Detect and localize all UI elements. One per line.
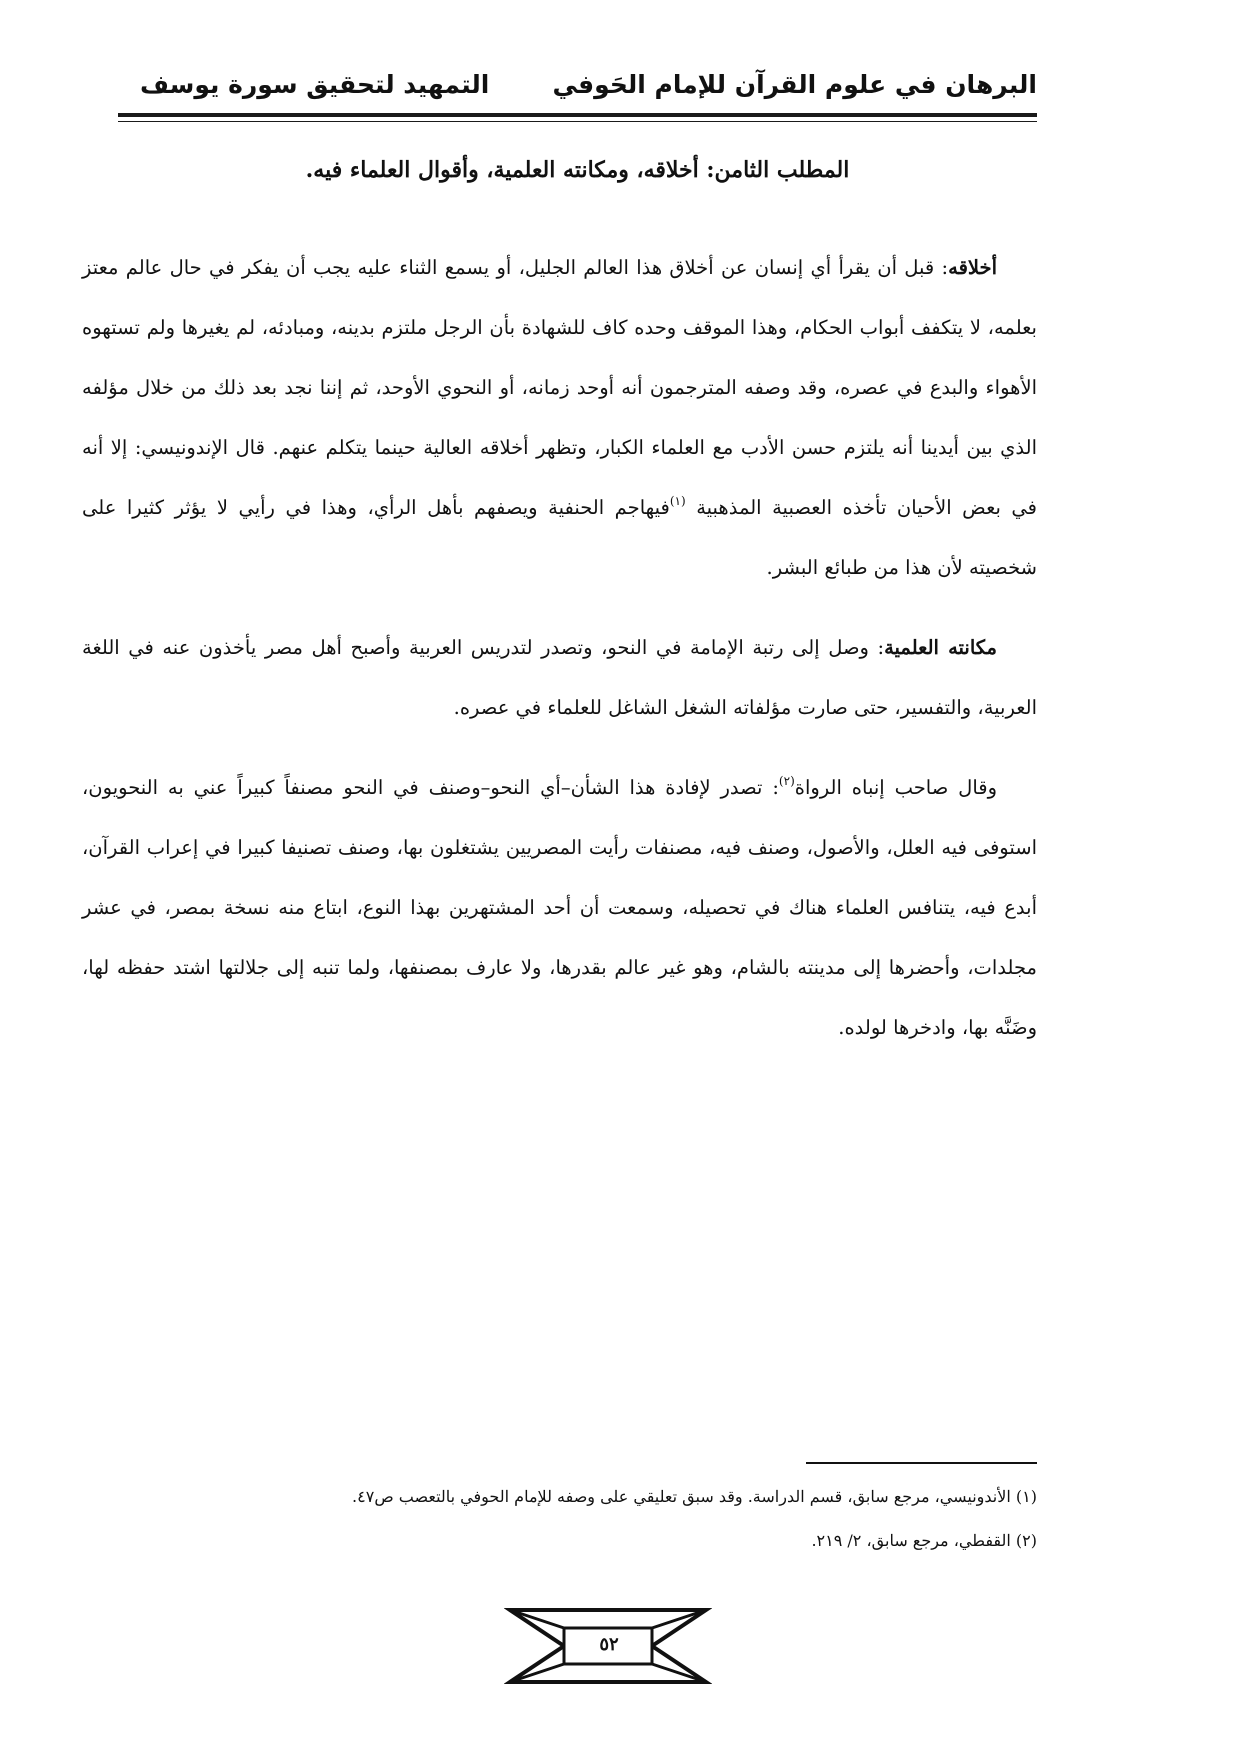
page-number: ٥٢ <box>599 1634 619 1655</box>
running-header <box>118 70 1037 110</box>
footnote-reference: (١) <box>669 494 686 508</box>
page-number-ribbon <box>504 1602 712 1690</box>
section-title: المطلب الثامن: أخلاقه، ومكانته العلمية، وأقوال العلماء فيه. <box>305 157 850 183</box>
paragraph-quotation <box>82 758 1037 1058</box>
chapter-title: التمهيد لتحقيق سورة يوسف <box>140 70 490 99</box>
footnotes <box>82 1475 1037 1563</box>
footnote-2: (٢) القفطي، مرجع سابق، ٢/ ٢١٩. <box>811 1531 1037 1550</box>
paragraph-morals <box>82 238 1037 598</box>
footnote-1: (١) الأندونيسي، مرجع سابق، قسم الدراسة. وقد سبق تعليقي على وصفه للإمام الحوفي بالتعصب ص٤٧. <box>352 1487 1037 1506</box>
book-title: البرهان في علوم القرآن للإمام الحَوفي <box>552 70 1037 99</box>
paragraph-text: : قبل أن يقرأ أي إنسان عن أخلاق هذا العالم الجليل، أو يسمع الثناء عليه يجب أن يفكر في حال عالم معتز بعلمه، لا يتكفف أبواب الحكام، وهذا الموقف وحده كاف للشهادة بأن الرجل ملتزم بدينه، ومبادئه، لم يغيرها ولم تستهوه الأهواء والبدع في عصره، وقد وصفه المترجمون أنه أوحد زمانه، أو النحوي الأوحد، ثم إننا نجد بعد ذلك من خلال مؤلفه الذي بين أيدينا أنه يلتزم حسن الأدب مع العلماء الكبار، وتظهر أخلاقه العالية حينما يتكلم عنهم. قال الإندونيسي: إلا أنه في بعض الأحيان تأخذه العصبية المذهبية <box>82 256 1037 519</box>
paragraph-text: : تصدر لإفادة هذا الشأن–أي النحو–وصنف في النحو مصنفاً كبيراً عني به النحويون، استوفى فيه العلل، والأصول، وصنف فيه، مصنفات رأيت المصريين يشتغلون بها، وصنف تصنيفا كبيرا في إعراب القرآن، أبدع فيه، يتنافس العلماء هناك في تحصيله، وسمعت أن أحد المشتهرين بهذا النوع، ابتاع منه نسخة بمصر، في عشر مجلدات، وأحضرها إلى مدينته بالشام، وهو غير عالم بقدرها، ولا عارف بمصنفها، ولما تنبه إلى جلالتها اشتد حفظه لها، وضَنَّه بها، وادخرها لولده. <box>82 776 1037 1039</box>
paragraph-lead-morals: أخلاقه <box>948 256 997 279</box>
paragraph-text: وقال صاحب إنباه الرواة <box>794 776 997 799</box>
paragraph-lead-scholarly-status: مكانته العلمية <box>884 636 997 659</box>
paragraph-text: : وصل إلى رتبة الإمامة في النحو، وتصدر لتدريس العربية وأصبح أهل مصر يأخذون عنه في اللغة العربية، والتفسير، حتى صارت مؤلفاته الشغل الشاغل للعلماء في عصره. <box>82 636 1037 719</box>
header-rule-thin <box>118 121 1037 122</box>
footnote-separator <box>806 1462 1037 1464</box>
paragraph-scholarly-status <box>82 618 1037 738</box>
body-text <box>82 238 1037 1058</box>
header-rule-thick <box>118 113 1037 117</box>
paragraph-text: فيهاجم الحنفية ويصفهم بأهل الرأي، وهذا في رأيي لا يؤثر كثيرا على شخصيته لأن هذا من طبائع البشر. <box>82 496 1037 579</box>
footnote-reference: (٢) <box>778 774 795 788</box>
